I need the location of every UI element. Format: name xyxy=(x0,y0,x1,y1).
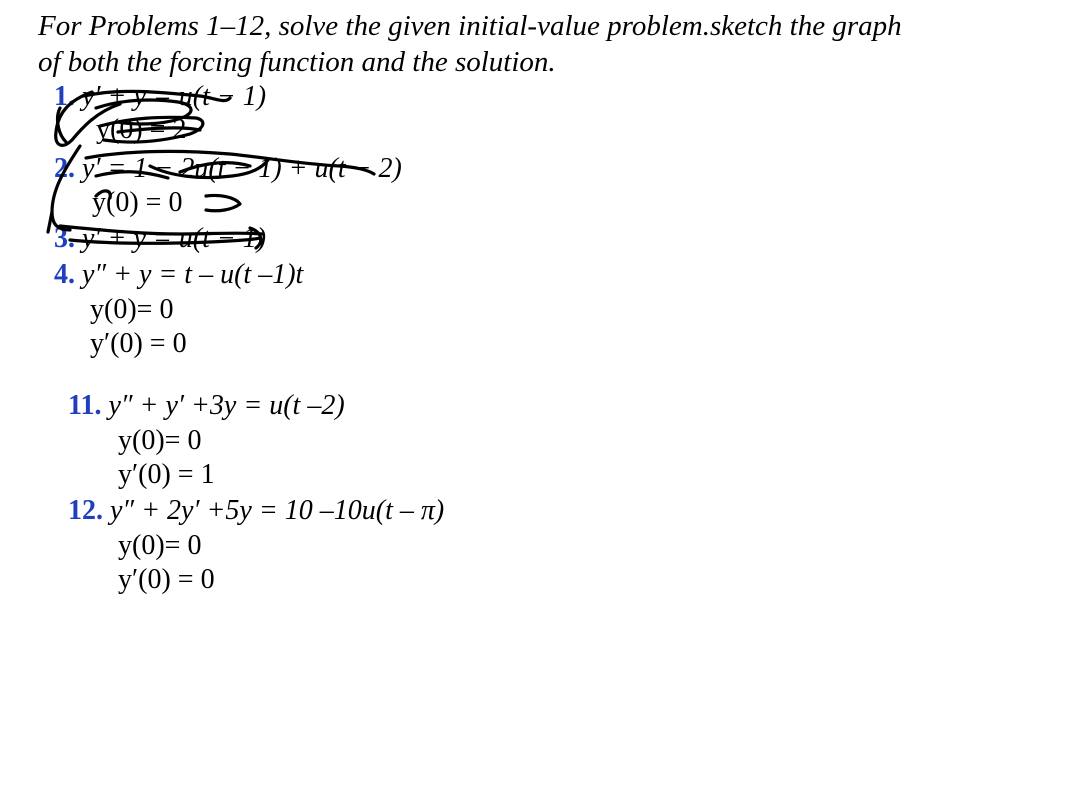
problem-2-equation: y′ = 1 − 2u(t − 1) + u(t − 2) xyxy=(82,153,402,184)
problem-1-number: 1. xyxy=(54,81,75,112)
instructions-heading xyxy=(38,8,1058,80)
problem-4-equation: y″ + y = t – u(t –1)t xyxy=(82,259,304,290)
problem-12 xyxy=(68,494,444,528)
problem-2-number: 2. xyxy=(54,153,75,184)
problem-3 xyxy=(54,222,266,256)
problem-3-equation: y′ + y = u(t − 1) xyxy=(82,223,267,254)
problem-11-condition-2: y′(0) = 1 xyxy=(118,459,215,490)
problem-11 xyxy=(68,389,345,423)
problem-1 xyxy=(54,80,266,114)
problem-12-number: 12. xyxy=(68,495,103,526)
problem-12-equation: y″ + 2y′ +5y = 10 –10u(t – π) xyxy=(110,495,445,526)
problem-1-equation: y′ + y = u(t − 1) xyxy=(82,81,267,112)
problem-4 xyxy=(54,258,303,292)
problem-11-condition-1: y(0)= 0 xyxy=(118,425,202,456)
instructions-line-1: For Problems 1–12, solve the given initial-value problem.sketch the graph xyxy=(38,10,902,42)
problem-1-condition: y(0) = 2 xyxy=(96,114,187,145)
problem-12-condition-1: y(0)= 0 xyxy=(118,530,202,561)
problem-3-number: 3. xyxy=(54,223,75,254)
problem-2-condition: y(0) = 0 xyxy=(92,187,183,218)
problem-11-number: 11. xyxy=(68,390,102,421)
problem-4-condition-2: y′(0) = 0 xyxy=(90,328,187,359)
instructions-line-2: of both the forcing function and the solution. xyxy=(38,46,556,78)
problem-4-condition-1: y(0)= 0 xyxy=(90,294,174,325)
problem-4-number: 4. xyxy=(54,259,75,290)
problem-11-equation: y″ + y′ +3y = u(t –2) xyxy=(108,390,345,421)
problem-12-condition-2: y′(0) = 0 xyxy=(118,564,215,595)
problem-2 xyxy=(54,152,402,186)
